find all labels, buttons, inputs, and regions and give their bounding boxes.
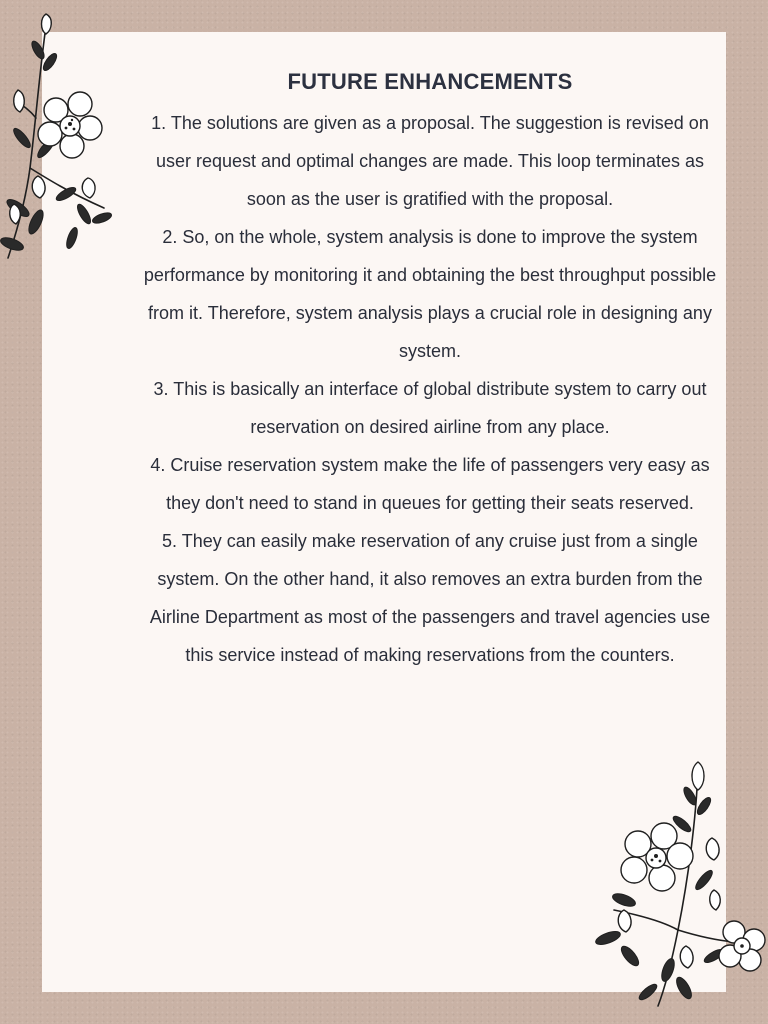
floral-branch-icon: [0, 8, 124, 266]
paragraph-5: 5. They can easily make reservation of any cruise just from a single system. On the other hand, it also removes an extra burden from the Airline Department as most of the passengers and travel agencies use this service instead of making reservations from the counters.: [149, 531, 711, 665]
floral-branch-icon: [584, 760, 768, 1010]
document-content: [142, 68, 718, 674]
paragraph-2: 2. So, on the whole, system analysis is done to improve the system performance by monitoring it and obtaining the best throughput possible from it. Therefore, system analysis plays a crucial role in designing any system.: [143, 227, 717, 361]
page-title: FUTURE ENHANCEMENTS: [287, 69, 573, 94]
paragraph-1: 1. The solutions are given as a proposal. The suggestion is revised on user request and optimal changes are made. This loop terminates as soon as the user is gratified with the proposal.: [151, 113, 709, 209]
paragraph-3: 3. This is basically an interface of global distribute system to carry out reservation on desired airline from any place.: [153, 379, 707, 437]
paragraph-4: 4. Cruise reservation system make the life of passengers very easy as they don't need to stand in queues for getting their seats reserved.: [150, 455, 710, 513]
